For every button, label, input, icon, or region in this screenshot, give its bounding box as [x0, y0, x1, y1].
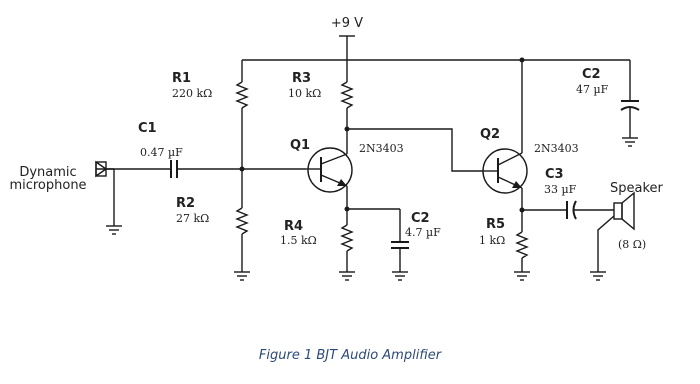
capacitor-c3 [522, 167, 614, 219]
supply-label: +9 V [330, 16, 364, 31]
c2-emitter-ref: C2 [411, 211, 430, 226]
capacitor-c2-supply [576, 60, 639, 138]
r1-value: 220 kΩ [172, 87, 213, 100]
r4-ref: R4 [284, 219, 304, 234]
speaker-symbol [598, 181, 664, 272]
ground-symbol-speaker [590, 272, 606, 280]
r5-ref: R5 [486, 217, 506, 232]
ground-symbol-c2-emitter [392, 272, 408, 280]
q2-ref: Q2 [480, 127, 501, 142]
ground-symbol-mic [106, 226, 122, 234]
c2-emitter-value: 4.7 µF [405, 226, 441, 239]
resistor-r4 [280, 219, 352, 272]
r5-value: 1 kΩ [479, 234, 506, 247]
resistor-r5 [479, 217, 527, 272]
junction-q2-collector [520, 58, 525, 63]
ground-symbol-r2 [234, 272, 250, 280]
capacitor-c2-emitter [347, 209, 441, 272]
r3-value: 10 kΩ [288, 87, 322, 100]
supply-rail [242, 16, 630, 60]
c2-supply-value: 47 µF [576, 83, 609, 96]
transistor-q2 [480, 60, 579, 232]
speaker-label: Speaker [610, 181, 663, 196]
ground-symbol-c2-supply [622, 138, 638, 146]
r4-value: 1.5 kΩ [280, 234, 317, 247]
microphone-label-line2: microphone [9, 178, 87, 193]
figure-caption: Figure 1 BJT Audio Amplifier [258, 348, 442, 363]
r1-ref: R1 [172, 71, 192, 86]
microphone-symbol [9, 162, 114, 226]
c3-value: 33 µF [544, 183, 577, 196]
c1-value: 0.47 µF [140, 146, 183, 159]
c3-ref: C3 [545, 167, 564, 182]
capacitor-c1 [106, 121, 306, 178]
q2-part: 2N3403 [534, 142, 579, 155]
speaker-impedance: (8 Ω) [618, 238, 647, 251]
c2-supply-ref: C2 [582, 67, 601, 82]
q1-part: 2N3403 [359, 142, 404, 155]
resistor-r1 [172, 60, 247, 208]
q1-ref: Q1 [290, 138, 311, 153]
microphone-label-line1: Dynamic [19, 165, 77, 180]
resistor-r2 [176, 196, 247, 272]
c1-ref: C1 [138, 121, 157, 136]
r2-ref: R2 [176, 196, 196, 211]
ground-symbol-r4 [339, 272, 355, 280]
ground-symbol-r5 [514, 272, 530, 280]
r2-value: 27 kΩ [176, 212, 210, 225]
r3-ref: R3 [292, 71, 312, 86]
